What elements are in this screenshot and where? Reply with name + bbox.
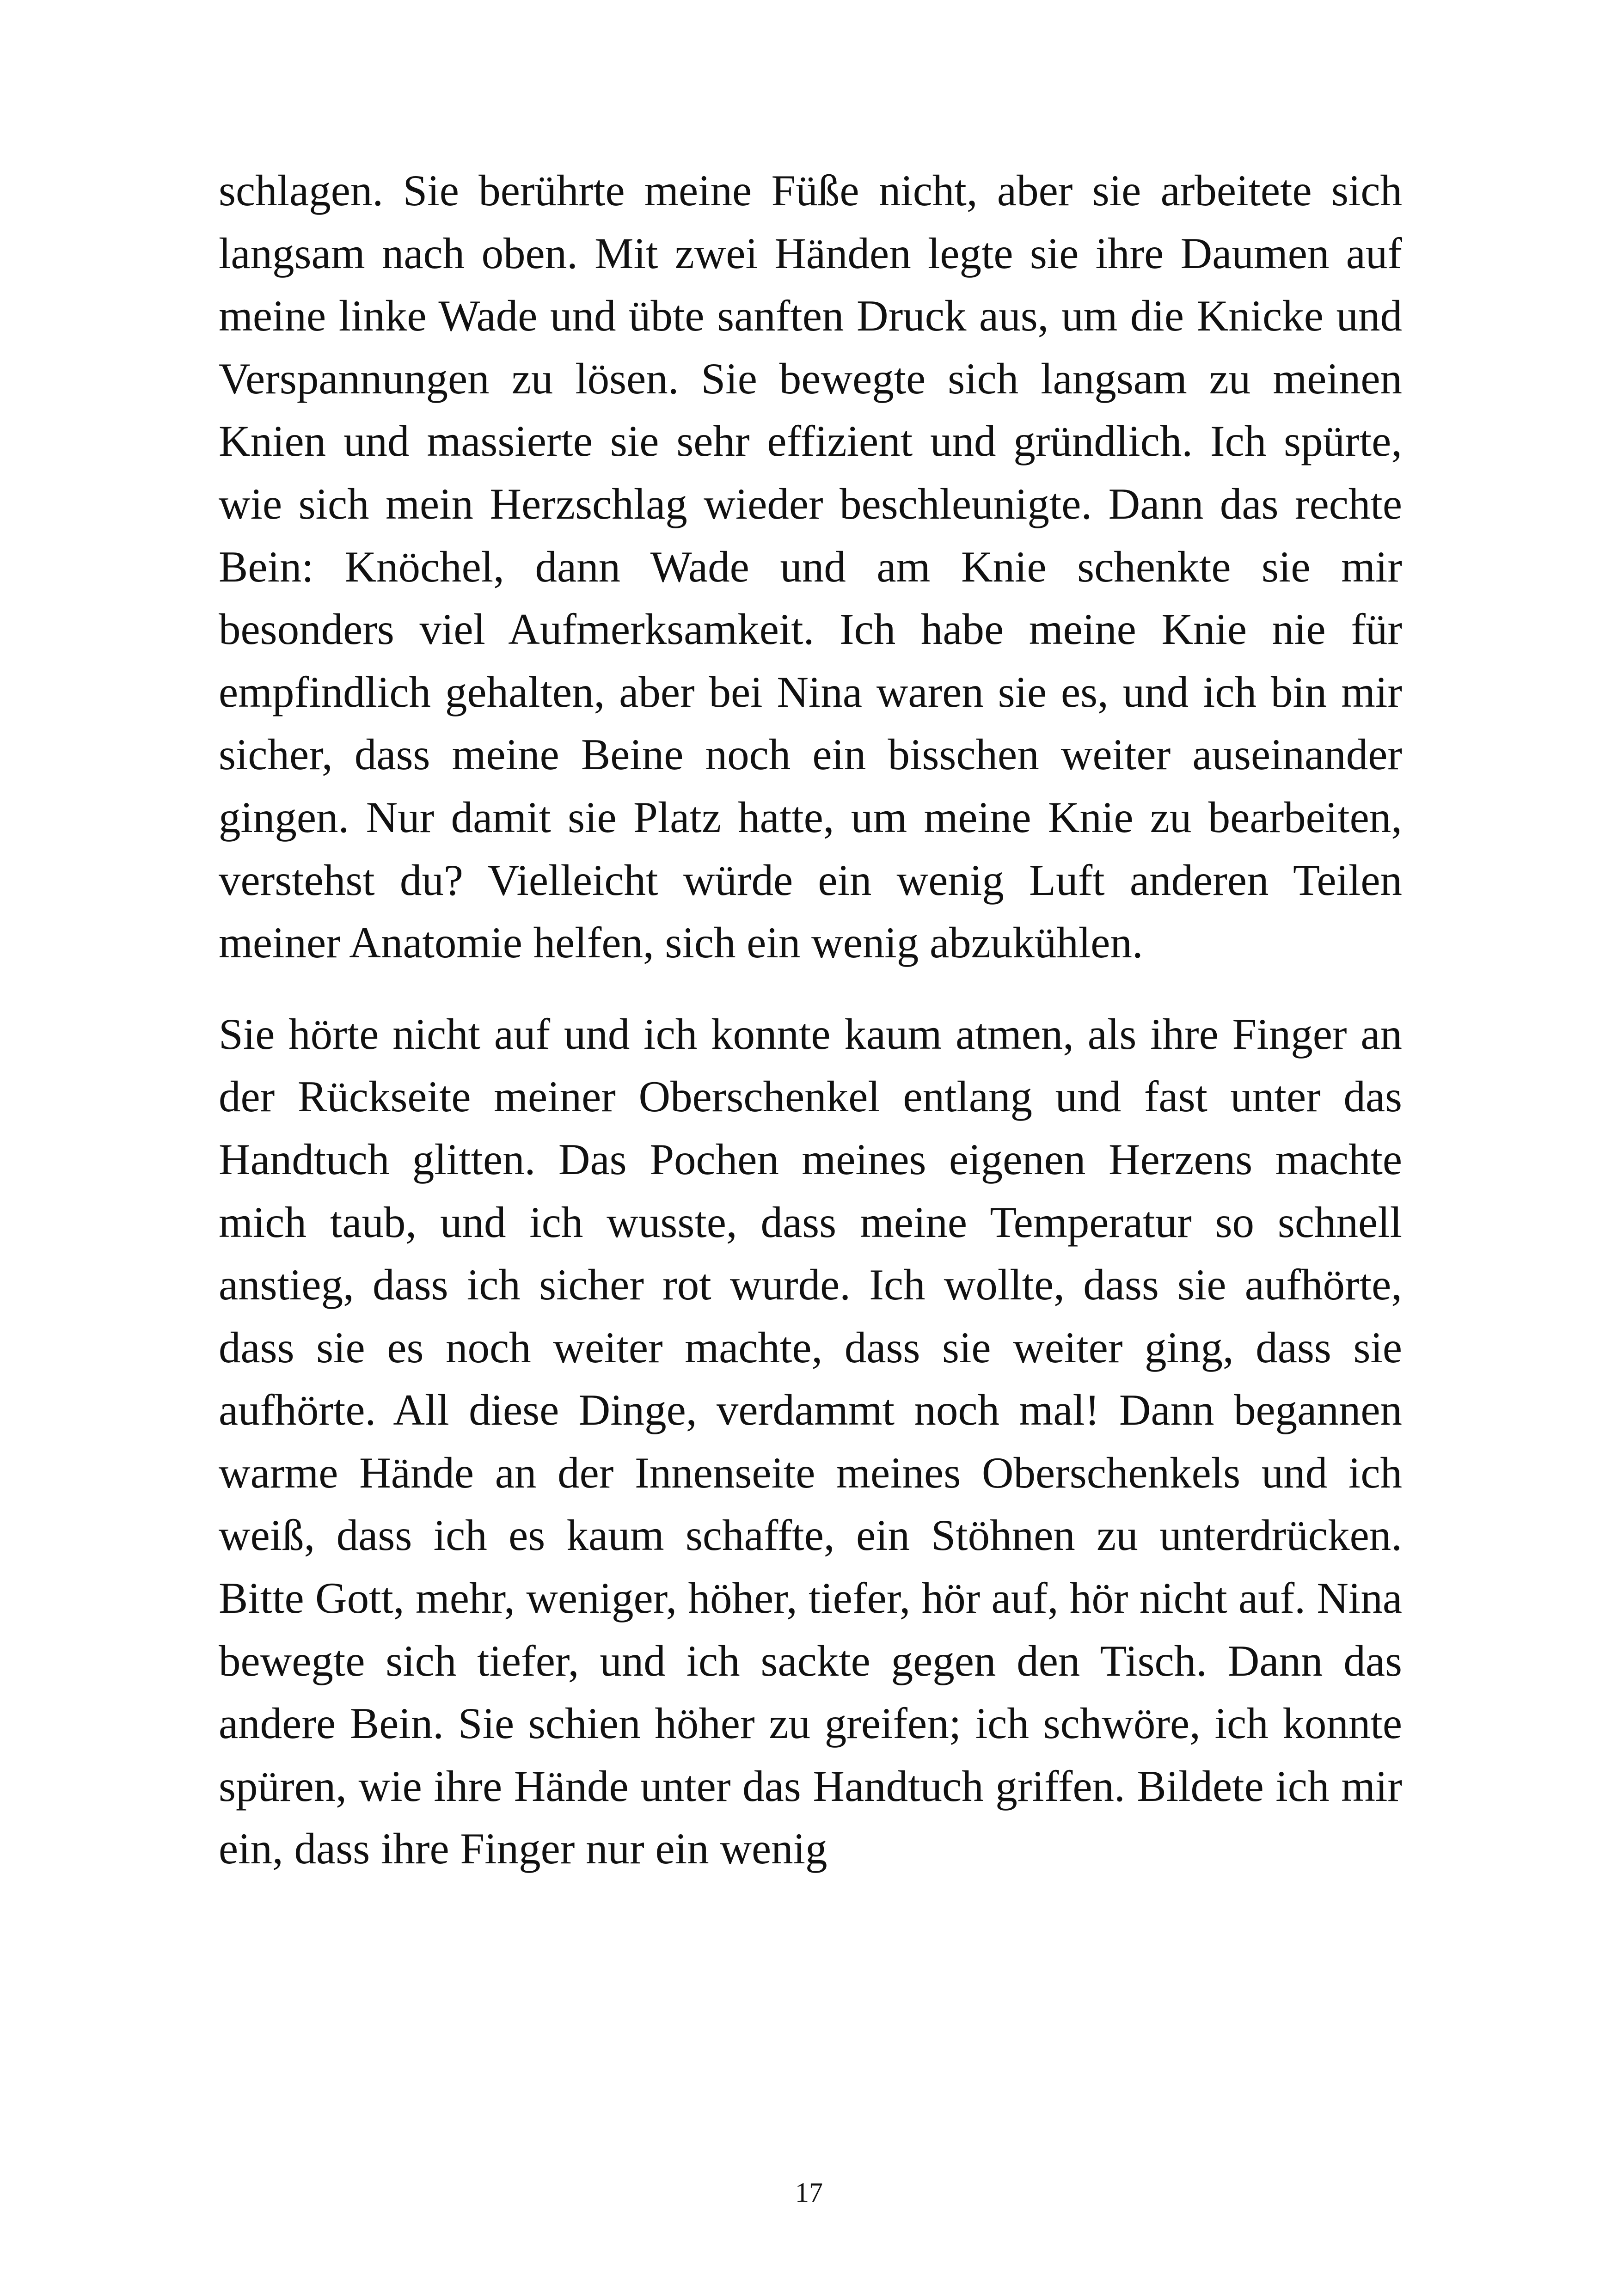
page-number: 17 (795, 2177, 823, 2208)
paragraph-1: schlagen. Sie berührte meine Füße nicht, aber sie arbeitete sich langsam nach oben. Mit zwei Händen legte sie ihre Daumen auf meine linke Wade und übte sanften Druck aus, um die Knicke und Verspannungen zu lösen. Sie bewegte sich langsam zu meinen Knien und massierte sie sehr effizient und gründlich. Ich spürte, wie sich mein Herzschlag wieder beschleunigte. Dann das rechte Bein: Knöchel, dann Wade und am Knie schenkte sie mir besonders viel Aufmerksamkeit. Ich habe meine Knie nie für empfindlich gehalten, aber bei Nina waren sie es, und ich bin mir sicher, dass meine Beine noch ein bisschen weiter auseinander gingen. Nur damit sie Platz hatte, um meine Knie zu bearbeiten, verstehst du? Vielleicht würde ein wenig Luft anderen Teilen meiner Anatomie helfen, sich ein wenig abzukühlen. (219, 166, 1402, 967)
body-text (219, 159, 1402, 1909)
paragraph-2: Sie hörte nicht auf und ich konnte kaum atmen, als ihre Finger an der Rückseite meiner Oberschenkel entlang und fast unter das Handtuch glitten. Das Pochen meines eigenen Herzens machte mich taub, und ich wusste, dass meine Temperatur so schnell anstieg, dass ich sicher rot wurde. Ich wollte, dass sie aufhörte, dass sie es noch weiter machte, dass sie weiter ging, dass sie aufhörte. All diese Dinge, verdammt noch mal! Dann begannen warme Hände an der Innenseite meines Oberschenkels und ich weiß, dass ich es kaum schaffte, ein Stöhnen zu unterdrücken. Bitte Gott, mehr, weniger, höher, tiefer, hör auf, hör nicht auf. Nina bewegte sich tiefer, und ich sackte gegen den Tisch. Dann das andere Bein. Sie schien höher zu greifen; ich schwöre, ich konnte spüren, wie ihre Hände unter das Handtuch griffen. Bildete ich mir ein, dass ihre Finger nur ein wenig (219, 1009, 1402, 1874)
